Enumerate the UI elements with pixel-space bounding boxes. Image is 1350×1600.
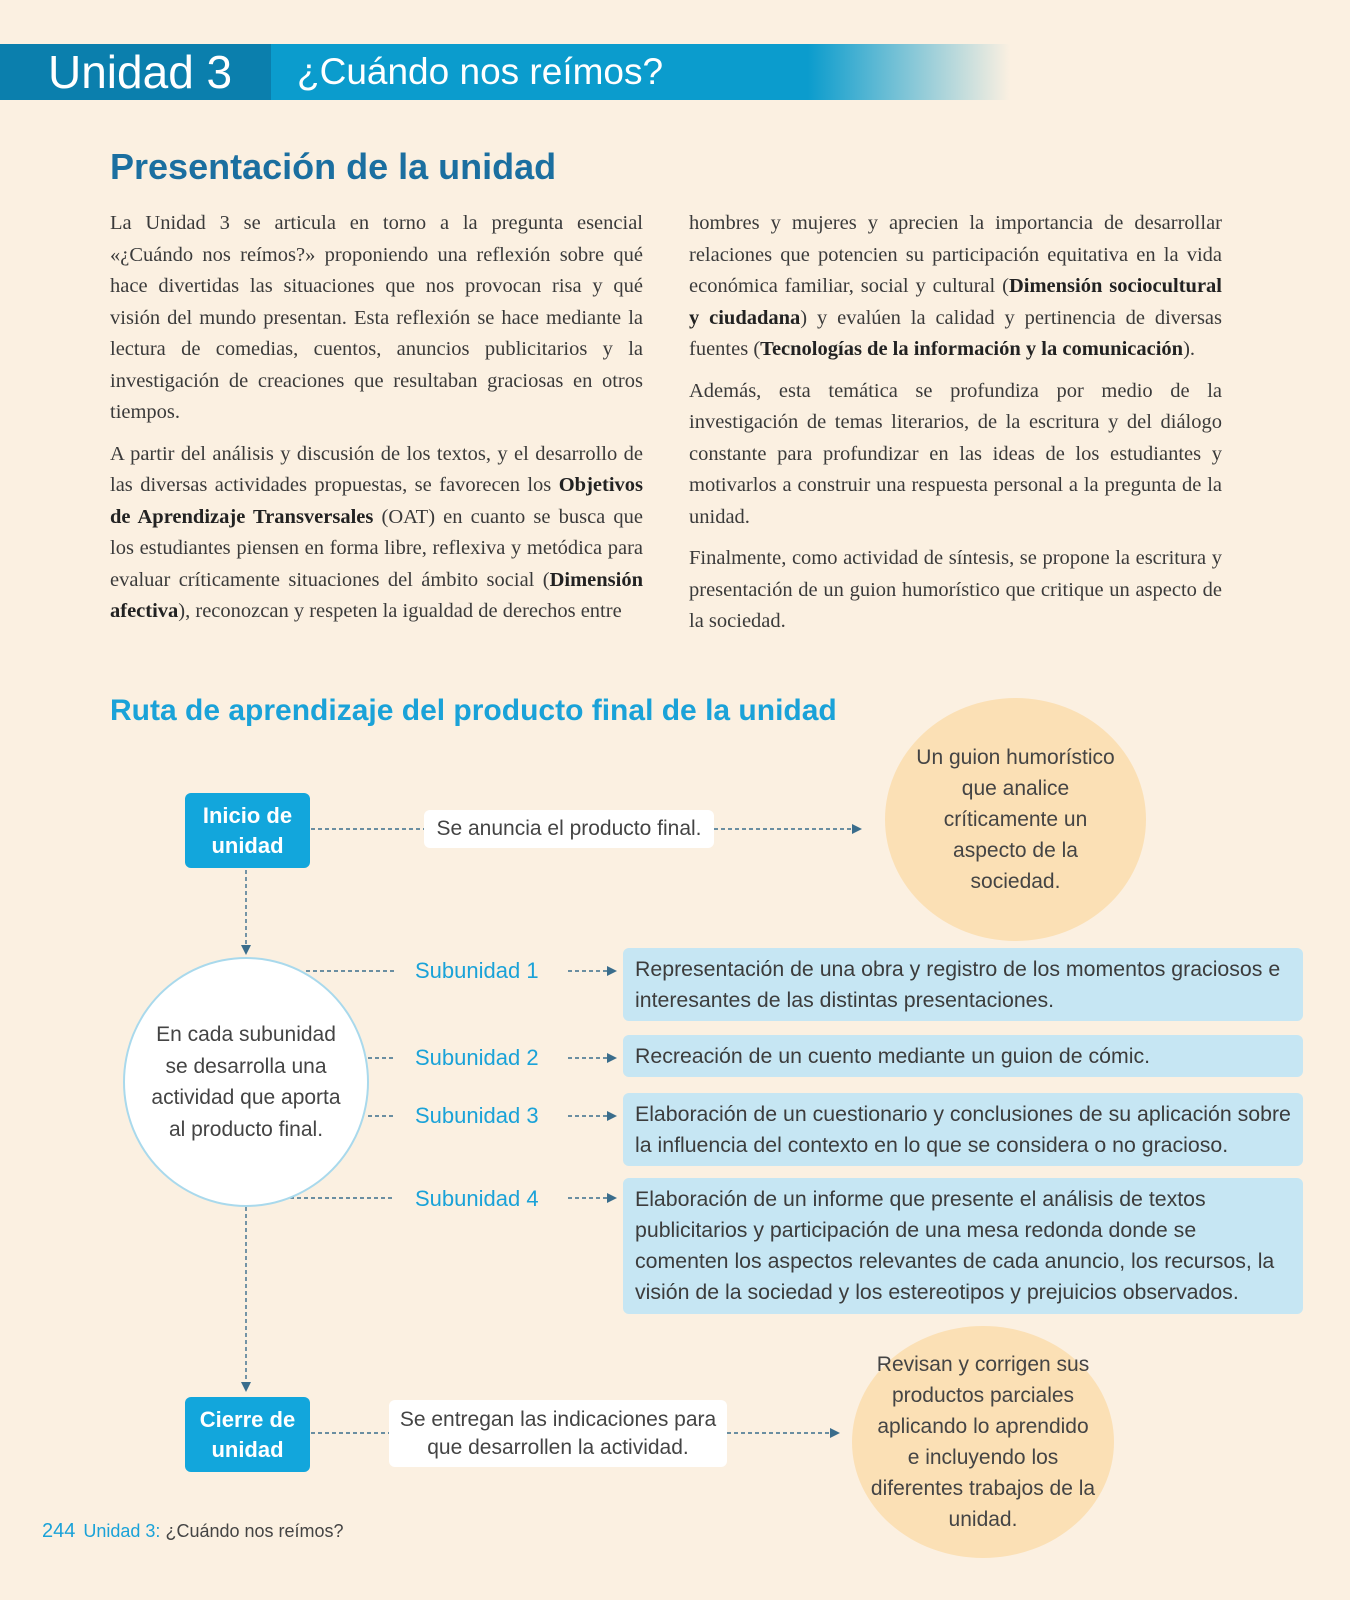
subunit-3-label: Subunidad 3: [415, 1103, 539, 1128]
bold-dimension-sociocultural: Dimensión sociocultural y ciudadana: [689, 275, 1222, 329]
review-circle: [852, 1326, 1114, 1558]
subunit-3-box: Elaboración de un cuestionario y conclusiones de su aplicación sobre la influencia del contexto en lo que se considera o no gracioso.: [623, 1093, 1303, 1166]
unit-number: Unidad 3: [0, 44, 271, 100]
subunit-4-box: Elaboración de un informe que presente el análisis de textos publicitarios y participación de una mesa redonda donde se comenten los aspectos relevantes de cada anuncio, los recursos, la visión de la sociedad y los estereotipos y prejuicios observados.: [623, 1178, 1303, 1314]
subunit-2-label: Subunidad 2: [415, 1045, 539, 1070]
end-box: [185, 1397, 310, 1472]
paragraph-2: A partir del análisis y discusión de los textos, y el desarrollo de las diversas actividades propuestas, se favorecen los Objetivos de Aprendizaje Transversales (OAT) en cuanto se busca que los estudiantes piensen en forma libre, reflexiva y metódica para evaluar críticamente situaciones del ámbito social (Dimensión afectiva), reconozcan y respeten la igualdad de derechos entre: [110, 442, 643, 622]
start-note: Se anuncia el producto final.: [424, 810, 714, 848]
paragraph-1: La Unidad 3 se articula en torno a la pregunta esencial «¿Cuándo nos reímos?» proponiendo una reflexión sobre qué hace divertidas las situaciones que nos provocan risa y qué visión del mundo presentan. Esta reflexión se hace mediante la lectura de comedias, cuentos, anuncios publicitarios y la investigación de creaciones que resultaban graciosas en otros tiempos.: [110, 212, 643, 423]
subunit-1-box: Representación de una obra y registro de los momentos graciosos e interesantes de las distintas presentaciones.: [623, 948, 1303, 1021]
subunits-circle: [123, 957, 369, 1207]
page-footer: [42, 1520, 344, 1543]
unit-question: ¿Cuándo nos reímos?: [297, 51, 664, 92]
paragraph-3: Además, esta temática se profundiza por medio de la investigación de temas literarios, de la escritura y del diálogo constante para profundizar en las ideas de los estudiantes y motivarlos a construir una respuesta personal a la pregunta de la unidad.: [689, 379, 1222, 528]
subunit-2-box: Recreación de un cuento mediante un guion de cómic.: [623, 1035, 1303, 1077]
presentation-title: Presentación de la unidad: [110, 146, 557, 187]
subunits-circle-text: En cada subunidad se desarrolla una actividad que aporta al producto final.: [151, 1023, 341, 1141]
bold-tic: Tecnologías de la información y la comunicación: [760, 338, 1184, 360]
final-product-circle: [885, 698, 1146, 941]
footer-unit: Unidad 3:: [83, 1521, 161, 1541]
end-note-text: Se entregan las indicaciones para que desarrollen la actividad.: [399, 1407, 717, 1459]
subunit-1-label: Subunidad 1: [415, 958, 539, 983]
final-product-text: Un guion humorístico que analice críticamente un aspecto de la sociedad.: [916, 746, 1115, 893]
paragraph-4: Finalmente, como actividad de síntesis, se propone la escritura y presentación de un guion humorístico que critique un aspecto de la sociedad.: [689, 547, 1222, 632]
end-label: Cierre de unidad: [199, 1406, 296, 1462]
page-number: 244: [42, 1520, 76, 1542]
bold-oat: Objetivos de Aprendizaje Transversales: [110, 474, 643, 528]
review-text: Revisan y corrigen sus productos parciales aplicando lo aprendido e incluyendo los diferentes trabajos de la unidad.: [870, 1353, 1096, 1531]
paragraph-2-continued: hombres y mujeres y aprecien la importancia de desarrollar relaciones que potencien su participación equitativa en la vida económica familiar, social y cultural (Dimensión sociocultural y ciudadana) y evalúen la calidad y pertinencia de diversas fuentes (Tecnologías de la información y la comunicación).: [689, 212, 1223, 360]
footer-question: ¿Cuándo nos reímos?: [165, 1521, 344, 1541]
subunit-4-label: Subunidad 4: [415, 1186, 539, 1211]
start-label: Inicio de unidad: [202, 802, 293, 858]
start-box: [185, 793, 310, 868]
route-title: Ruta de aprendizaje del producto final de la unidad: [110, 694, 837, 727]
bold-dimension-afectiva: Dimensión afectiva: [110, 568, 643, 622]
end-note: [389, 1400, 727, 1467]
